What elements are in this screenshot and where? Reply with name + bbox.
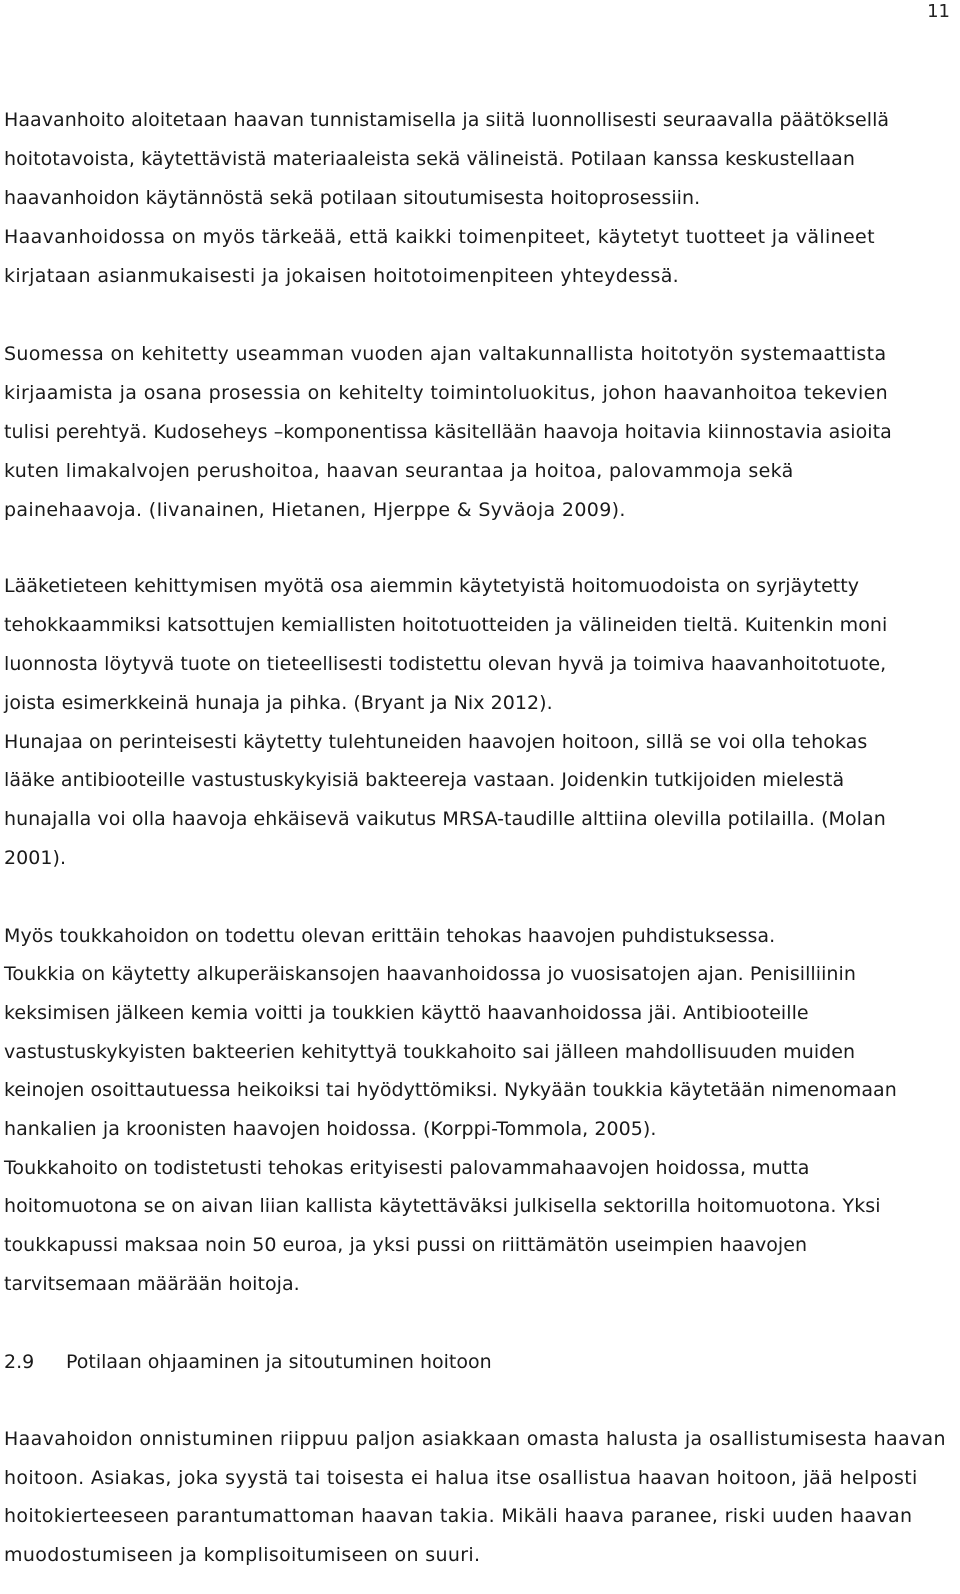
text-line: hoitomuotona se on aivan liian kallista käytettäväksi julkisella sektorilla hoitomuotona. Yksi	[4, 1195, 881, 1217]
text-line: 2001).	[4, 847, 67, 869]
text-line: hoitoon. Asiakas, joka syystä tai toisesta ei halua itse osallistua haavan hoitoon, jää helposti	[4, 1467, 918, 1489]
text-line: hoitokierteeseen parantumattoman haavan takia. Mikäli haava paranee, riski uuden haavan	[4, 1505, 913, 1527]
section-number: 2.9	[4, 1351, 35, 1373]
section-title: Potilaan ohjaaminen ja sitoutuminen hoitoon	[66, 1351, 492, 1373]
text-line: muodostumiseen ja komplisoitumiseen on suuri.	[4, 1544, 481, 1566]
text-line: tarvitsemaan määrään hoitoja.	[4, 1273, 300, 1295]
text-line: kuten limakalvojen perushoitoa, haavan seurantaa ja hoitoa, palovammoja sekä	[4, 460, 794, 482]
text-line: Toukkahoito on todistetusti tehokas erityisesti palovammahaavojen hoidossa, mutta	[4, 1157, 810, 1179]
text-line: Haavanhoidossa on myös tärkeää, että kaikki toimenpiteet, käytetyt tuotteet ja välineet	[4, 226, 875, 248]
text-line: Hunajaa on perinteisesti käytetty tulehtuneiden haavojen hoitoon, sillä se voi olla tehokas	[4, 731, 868, 753]
text-line: luonnosta löytyvä tuote on tieteellisesti todistettu olevan hyvä ja toimiva haavanhoitotuote,	[4, 653, 887, 675]
text-line: keksimisen jälkeen kemia voitti ja toukkien käyttö haavanhoidossa jäi. Antibiooteille	[4, 1002, 809, 1024]
text-line: keinojen osoittautuessa heikoiksi tai hyödyttömiksi. Nykyään toukkia käytetään nimenomaan	[4, 1079, 897, 1101]
text-line: Haavahoidon onnistuminen riippuu paljon asiakkaan omasta halusta ja osallistumisesta haavan	[4, 1428, 946, 1450]
text-line: vastustuskykyisten bakteerien kehityttyä toukkahoito sai jälleen mahdollisuuden muiden	[4, 1041, 856, 1063]
text-line: haavanhoidon käytännöstä sekä potilaan sitoutumisesta hoitoprosessiin.	[4, 187, 701, 209]
text-line: tehokkaammiksi katsottujen kemiallisten hoitotuotteiden ja välineiden tieltä. Kuitenkin moni	[4, 614, 888, 636]
text-line: lääke antibiooteille vastustuskykyisiä bakteereja vastaan. Joidenkin tutkijoiden mielestä	[4, 769, 845, 791]
text-line: toukkapussi maksaa noin 50 euroa, ja yksi pussi on riittämätön useimpien haavojen	[4, 1234, 808, 1256]
text-line: Haavanhoito aloitetaan haavan tunnistamisella ja siitä luonnollisesti seuraavalla päätöksellä	[4, 109, 890, 131]
text-line: hoitotavoista, käytettävistä materiaaleista sekä välineistä. Potilaan kanssa keskustellaan	[4, 148, 855, 170]
text-line: Myös toukkahoidon on todettu olevan erittäin tehokas haavojen puhdistuksessa.	[4, 925, 776, 947]
text-line: painehaavoja. (Iivanainen, Hietanen, Hjerppe & Syväoja 2009).	[4, 499, 626, 521]
page-number: 11	[927, 1, 950, 22]
text-line: Toukkia on käytetty alkuperäiskansojen haavanhoidossa jo vuosisatojen ajan. Penisilliinin	[4, 963, 856, 985]
text-line: hunajalla voi olla haavoja ehkäisevä vaikutus MRSA-taudille alttiina olevilla potilailla. (Molan	[4, 808, 886, 830]
text-line: Suomessa on kehitetty useamman vuoden ajan valtakunnallista hoitotyön systemaattista	[4, 343, 887, 365]
text-line: joista esimerkkeinä hunaja ja pihka. (Bryant ja Nix 2012).	[4, 692, 553, 714]
text-line: kirjaamista ja osana prosessia on kehitelty toimintoluokitus, johon haavanhoitoa tekevien	[4, 382, 889, 404]
text-line: tulisi perehtyä. Kudoseheys –komponentissa käsitellään haavoja hoitavia kiinnostavia asioita	[4, 421, 892, 443]
text-line: hankalien ja kroonisten haavojen hoidossa. (Korppi-Tommola, 2005).	[4, 1118, 657, 1140]
text-line: kirjataan asianmukaisesti ja jokaisen hoitotoimenpiteen yhteydessä.	[4, 265, 680, 287]
text-line: Lääketieteen kehittymisen myötä osa aiemmin käytetyistä hoitomuodoista on syrjäytetty	[4, 575, 860, 597]
